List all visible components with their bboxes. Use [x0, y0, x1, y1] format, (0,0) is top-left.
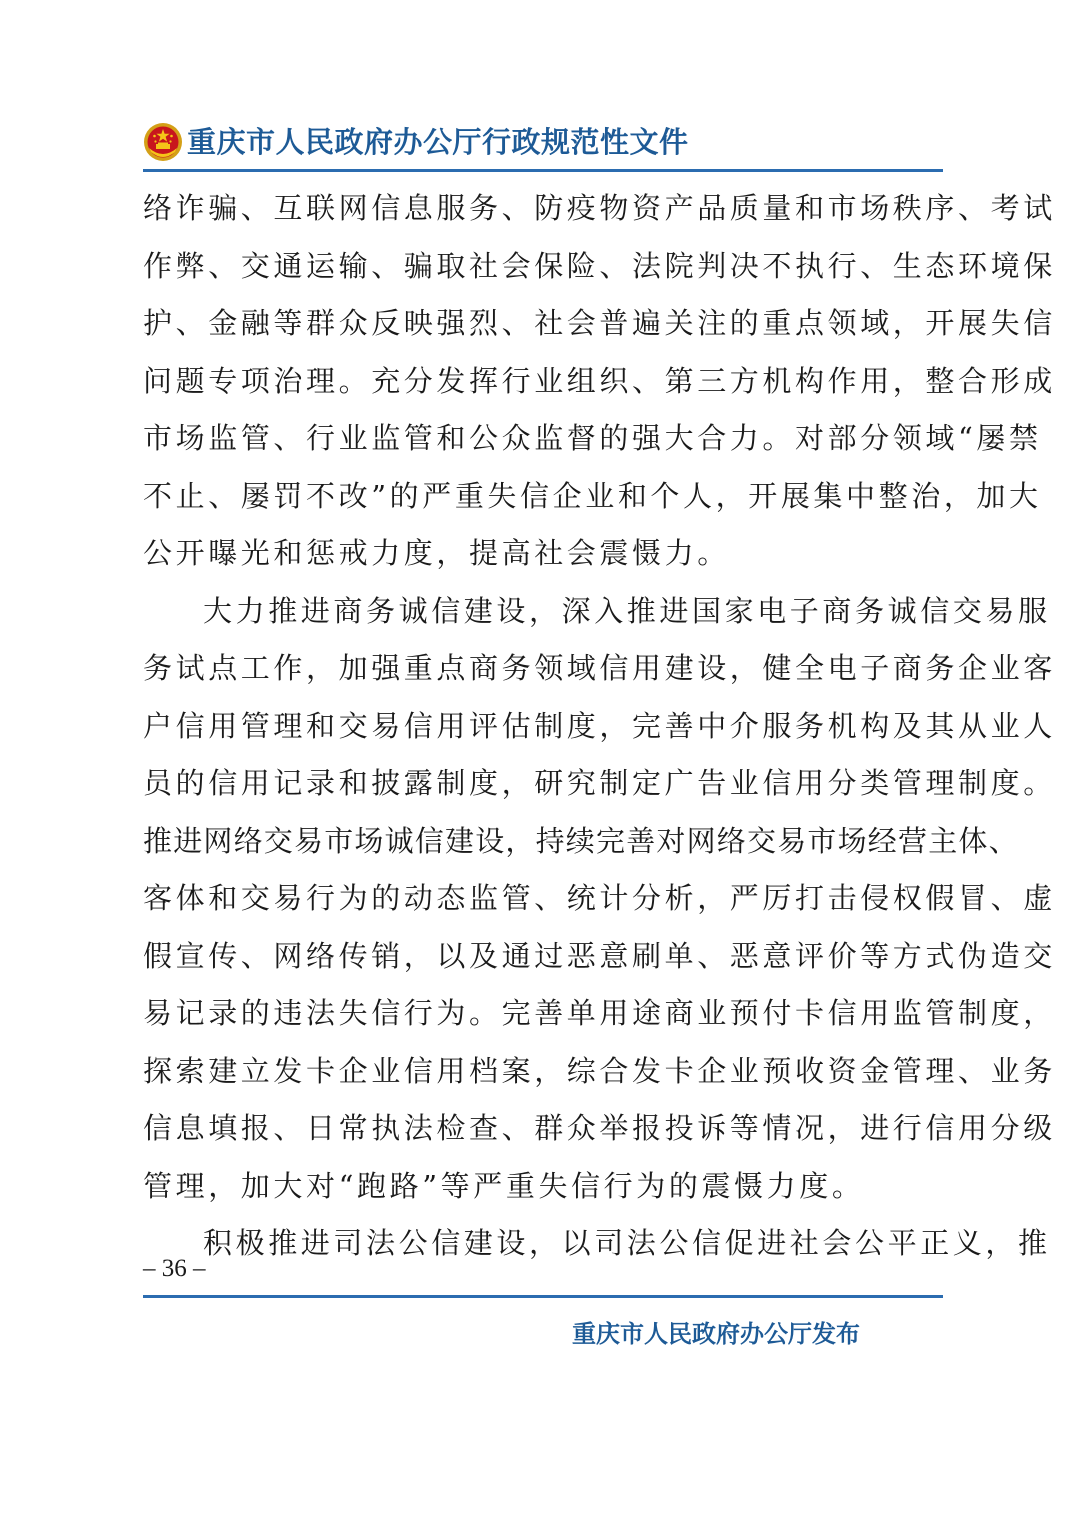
- body-line: 护、金融等群众反映强烈、社会普遍关注的重点领域，开展失信: [143, 306, 1056, 340]
- body-line: 员的信用记录和披露制度，研究制定广告业信用分类管理制度。: [143, 766, 1056, 800]
- footer-divider: [143, 1295, 943, 1298]
- body-line: 易记录的违法失信行为。完善单用途商业预付卡信用监管制度，: [143, 996, 1056, 1030]
- body-line: 信息填报、日常执法检查、群众举报投诉等情况，进行信用分级: [143, 1111, 1056, 1145]
- body-line: 假宣传、网络传销，以及通过恶意刷单、恶意评价等方式伪造交: [143, 938, 1056, 973]
- footer-publisher: 重庆市人民政府办公厅发布: [572, 1320, 860, 1348]
- paragraph-first-line: 积极推进司法公信建设，以司法公信促进社会公平正义，推: [203, 1226, 1051, 1260]
- body-line: 务试点工作，加强重点商务领域信用建设，健全电子商务企业客: [143, 651, 1056, 685]
- paragraph-first-line: 大力推进商务诚信建设，深入推进国家电子商务诚信交易服: [203, 593, 1051, 628]
- body-line: 管理，加大对“跑路”等严重失信行为的震慑力度。: [143, 1168, 865, 1203]
- body-line: 作弊、交通运输、骗取社会保险、法院判决不执行、生态环境保: [143, 248, 1056, 283]
- header-divider: [143, 169, 943, 172]
- body-line: 市场监管、行业监管和公众监督的强大合力。对部分领域“屡禁: [143, 421, 1042, 455]
- body-line: 探索建立发卡企业信用档案，综合发卡企业预收资金管理、业务: [143, 1053, 1056, 1088]
- page-number: – 36 –: [143, 1255, 206, 1282]
- document-body: [143, 180, 1056, 1273]
- body-line: 不止、屡罚不改”的严重失信企业和个人，开展集中整治，加大: [143, 478, 1042, 513]
- body-line: 客体和交易行为的动态监管、统计分析，严厉打击侵权假冒、虚: [143, 881, 1056, 915]
- national-emblem-icon: [143, 122, 183, 162]
- body-line: 络诈骗、互联网信息服务、防疫物资产品质量和市场秩序、考试: [143, 191, 1056, 225]
- body-line: 户信用管理和交易信用评估制度，完善中介服务机构及其从业人: [143, 708, 1056, 743]
- header-title: 重庆市人民政府办公厅行政规范性文件: [187, 125, 689, 159]
- document-header: [143, 120, 943, 166]
- body-line: 问题专项治理。充分发挥行业组织、第三方机构作用，整合形成: [143, 363, 1056, 398]
- body-line: 公开曝光和惩戒力度，提高社会震慑力。: [143, 536, 730, 570]
- body-line: 推进网络交易市场诚信建设，持续完善对网络交易市场经营主体、: [143, 823, 1019, 858]
